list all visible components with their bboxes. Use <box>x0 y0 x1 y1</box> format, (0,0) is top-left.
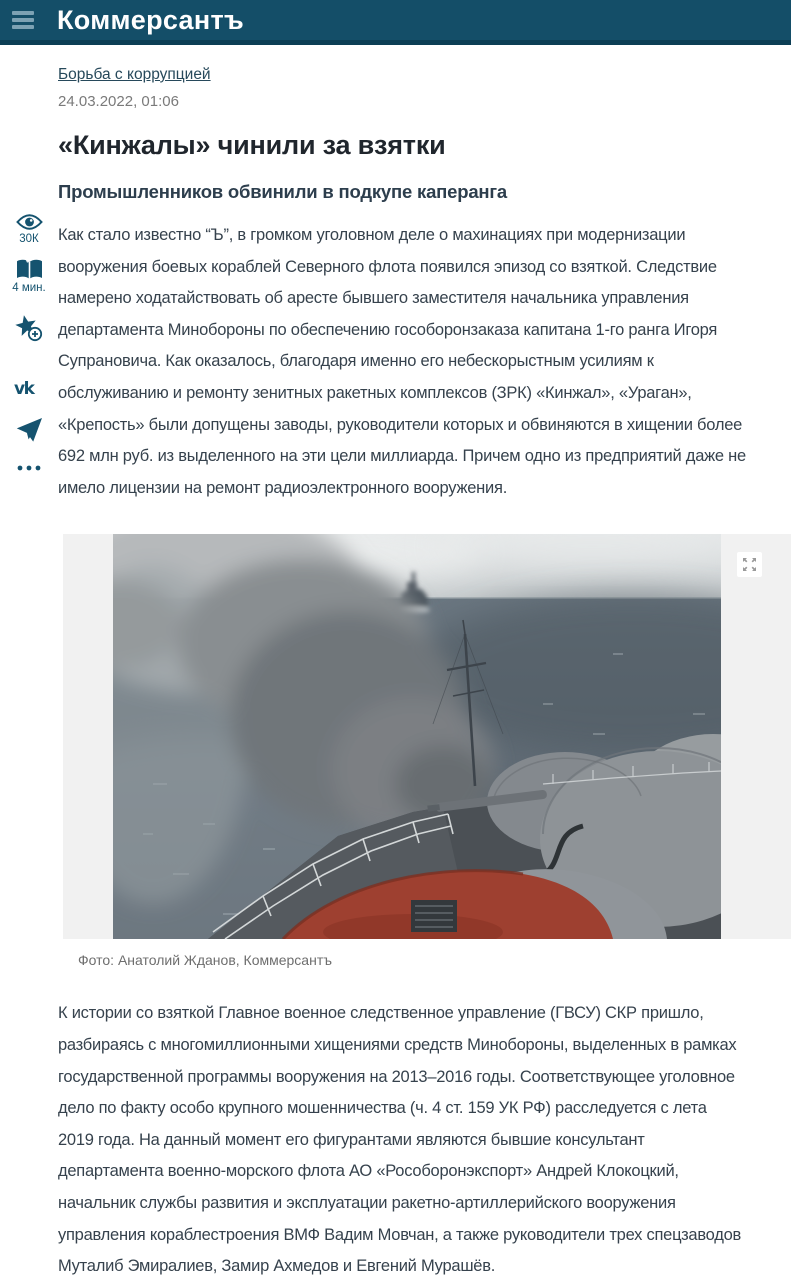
article-page <box>0 45 791 1283</box>
read-time-label: 4 мин. <box>12 282 46 294</box>
warship-photo <box>113 534 721 939</box>
kommersant-logo[interactable]: Коммерсантъ <box>57 4 244 35</box>
article-action-rail <box>4 213 54 489</box>
publish-datetime: 24.03.2022, 01:06 <box>58 93 179 110</box>
share-vk-button[interactable] <box>14 378 44 397</box>
fullscreen-button[interactable] <box>737 552 762 577</box>
star-plus-icon <box>15 314 43 342</box>
views-stat <box>16 213 43 245</box>
body-paragraph: К истории со взяткой Главное военное следственное управление (ГВСУ) СКР пришло, разбираясь с многомиллионными хищениями средств Минобороны, выделенных в рамках государственной программы вооружения на 2013–2016 годы. Соответствующее уголовное дело по факту особо крупного мошенничества (ч. 4 ст. 159 УК РФ) расследуется с лета 2019 года. На данный момент его фигурантами являются бывшие консультант департамента военно-морского флота АО «Рособоронэкспорт» Андрей Клокоцкий, начальник службы развития и эксплуатации ракетно-артиллерийского вооружения управления кораблестроения ВМФ Вадим Мовчан, а также руководители трех спецзаводов Муталиб Эмиралиев, Замир Ахмедов и Евгений Мурашёв. <box>58 1004 742 1276</box>
more-actions-button[interactable] <box>17 465 41 471</box>
read-time-stat <box>12 259 45 294</box>
vk-icon <box>14 378 44 397</box>
share-telegram-button[interactable] <box>16 417 43 443</box>
hamburger-menu-icon[interactable] <box>12 11 34 29</box>
telegram-icon <box>16 417 43 443</box>
article-title: «Кинжалы» чинили за взятки <box>58 130 446 160</box>
photo-credit: Фото: Анатолий Жданов, Коммерсантъ <box>78 952 332 969</box>
lead-paragraph: Как стало известно “Ъ”, в громком уголовном деле о махинациях при модернизации вооружения боевых кораблей Северного флота появился эпизод со взяткой. Следствие намерено ходатайствовать об аресте бывшего заместителя начальника управления департамента Минобороны по обеспечению гособоронзаказа капитана 1-го ранга Игоря Супрановича. Как оказалось, благодаря именно его небескорыстным усилиям к обслуживанию и ремонту зенитных ракетных комплексов (ЗРК) «Кинжал», «Ураган», «Крепость» были допущены заводы, руководители которых и обвиняются в хищении более 692 млн руб. из выделенного на эти цели миллиарда. Причем одно из предприятий даже не имело лицензии на ремонт радиоэлектронного вооружения. <box>58 226 746 497</box>
eye-icon <box>16 213 43 231</box>
open-book-icon <box>16 259 43 280</box>
rubric-link[interactable]: Борьба с коррупцией <box>58 66 211 83</box>
expand-icon <box>742 557 757 572</box>
photo-stage <box>63 534 791 939</box>
views-count: 30К <box>19 233 39 245</box>
bookmark-button[interactable] <box>15 314 43 342</box>
article-figure <box>63 534 791 974</box>
svg-text:vk: vk <box>14 379 34 397</box>
article-subtitle: Промышленников обвинили в подкупе каперанга <box>58 181 507 202</box>
top-navigation-bar <box>0 0 791 40</box>
ellipsis-icon <box>17 465 41 471</box>
